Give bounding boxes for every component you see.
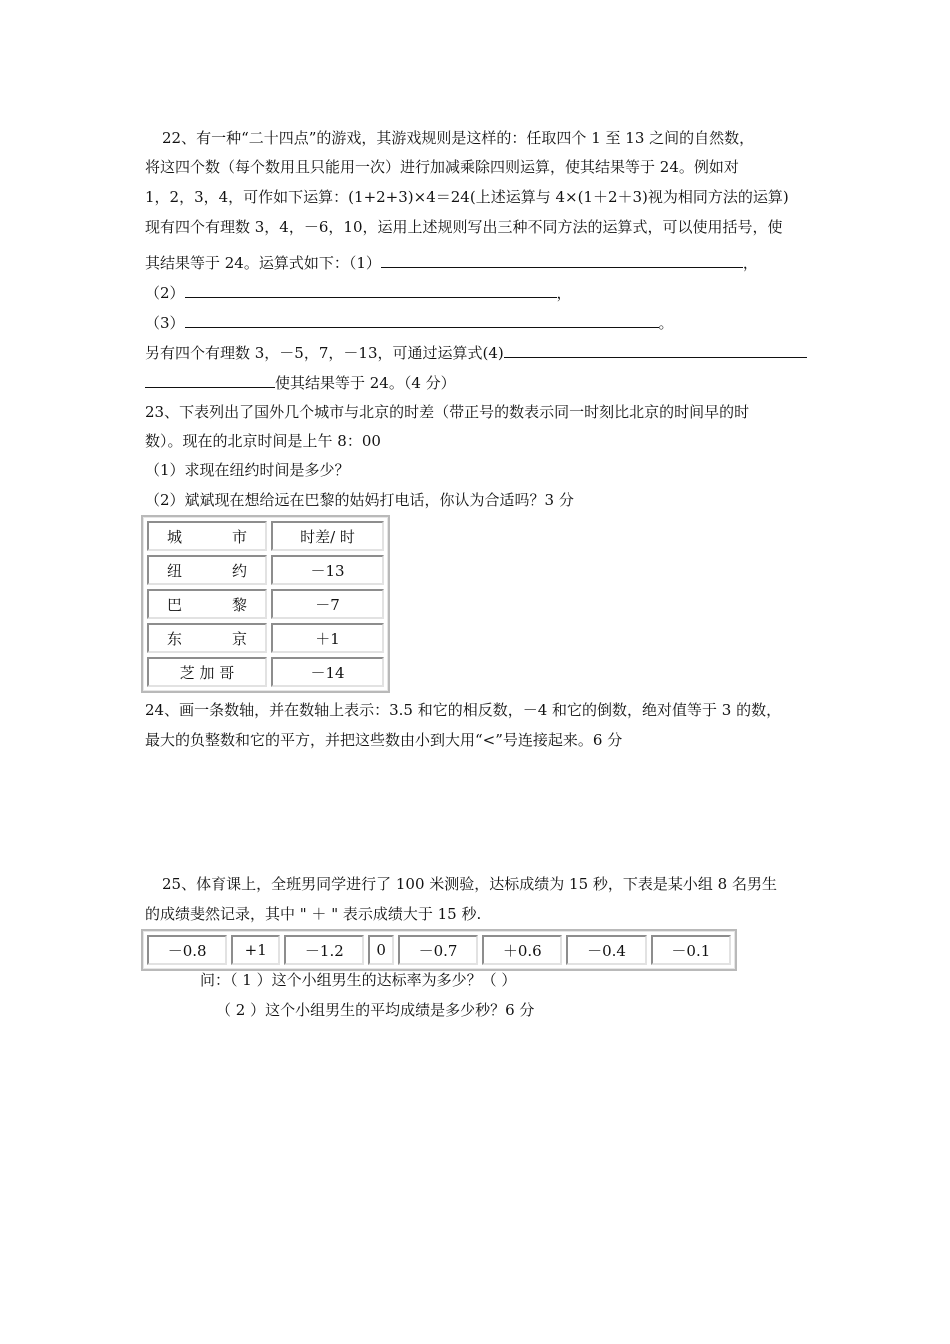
q22-line-4: 现有四个有理数 3，4，－6，10，运用上述规则写出三种不同方法的运算式，可以使用括号，使 bbox=[145, 218, 783, 236]
diff-cell: －7 bbox=[271, 589, 384, 619]
q23-line-2: 数）。现在的北京时间是上午 8：00 bbox=[145, 432, 381, 450]
q24-line-1: 24、画一条数轴，并在数轴上表示：3.5 和它的相反数，－4 和它的倒数，绝对值等于 3 的数， bbox=[145, 701, 782, 719]
table-row bbox=[147, 589, 384, 619]
city-char: 约 bbox=[231, 561, 247, 580]
diff-cell: ＋1 bbox=[271, 623, 384, 653]
q22-answer-4-label: 另有四个有理数 3，－5，7，－13，可通过运算式(4) bbox=[145, 344, 504, 362]
header-city-char-1: 城 bbox=[167, 527, 183, 546]
diff-cell: －13 bbox=[271, 555, 384, 585]
table-header-row bbox=[147, 521, 384, 551]
q22-answer-1-label: 其结果等于 24。运算式如下：（1） bbox=[145, 254, 381, 272]
city-char: 东 bbox=[167, 629, 183, 648]
q22-line-8 bbox=[145, 342, 807, 363]
table-row bbox=[147, 623, 384, 653]
q22-line-3: 1，2，3，4，可作如下运算：(1+2+3)×4＝24(上述运算与 4×(1＋2＋3)视为相同方法的运算) bbox=[145, 188, 789, 206]
city-cell bbox=[147, 589, 267, 619]
score-cell: －1.2 bbox=[284, 935, 364, 965]
table-row bbox=[147, 657, 384, 687]
q22-line-9 bbox=[145, 372, 456, 393]
city-char: 纽 bbox=[167, 561, 183, 580]
score-cell: 0 bbox=[368, 935, 393, 965]
scores-row bbox=[147, 935, 731, 965]
q23-line-1: 23、下表列出了国外几个城市与北京的时差（带正号的数表示同一时刻比北京的时间早的时 bbox=[145, 403, 750, 421]
header-diff: 时差/ 时 bbox=[271, 521, 384, 551]
q22-line-5 bbox=[145, 252, 758, 273]
city-cell bbox=[147, 555, 267, 585]
score-cell: ＋0.6 bbox=[482, 935, 562, 965]
q25-line-1: 25、体育课上，全班男同学进行了 100 米测验，达标成绩为 15 秒，下表是某小组 8 名男生 bbox=[162, 875, 777, 893]
answer-blank-2[interactable] bbox=[185, 282, 557, 298]
q22-answer-2-label: （2） bbox=[145, 284, 185, 302]
answer-blank-1[interactable] bbox=[381, 252, 743, 268]
header-city bbox=[147, 521, 267, 551]
city-char: 巴 bbox=[167, 595, 183, 614]
q25-sub-1: 问：（ 1 ）这个小组男生的达标率为多少？（ ） bbox=[200, 971, 517, 989]
score-cell: －0.1 bbox=[651, 935, 731, 965]
answer-blank-4a[interactable] bbox=[504, 342, 807, 358]
timezone-table bbox=[141, 515, 390, 693]
period: 。 bbox=[658, 314, 674, 332]
q25-line-2: 的成绩斐然记录，其中 " ＋ " 表示成绩大于 15 秒. bbox=[145, 905, 482, 923]
answer-blank-3[interactable] bbox=[185, 312, 659, 328]
diff-cell: －14 bbox=[271, 657, 384, 687]
q22-line-6 bbox=[145, 282, 572, 303]
q23-sub-2: （2）斌斌现在想给远在巴黎的姑妈打电话，你认为合适吗？3 分 bbox=[145, 491, 574, 509]
comma: ， bbox=[742, 254, 758, 272]
score-cell: +1 bbox=[231, 935, 280, 965]
q22-line-9-text: 使其结果等于 24。（4 分） bbox=[275, 374, 456, 392]
comma: ， bbox=[556, 284, 572, 302]
score-cell: －0.4 bbox=[566, 935, 646, 965]
table-row bbox=[147, 555, 384, 585]
q22-line-2: 将这四个数（每个数用且只能用一次）进行加减乘除四则运算，使其结果等于 24。例如对 bbox=[145, 158, 739, 176]
score-cell: －0.7 bbox=[398, 935, 478, 965]
city-cell: 芝 加 哥 bbox=[147, 657, 267, 687]
scores-table bbox=[141, 929, 737, 971]
q25-sub-2: （ 2 ）这个小组男生的平均成绩是多少秒？6 分 bbox=[216, 1001, 535, 1019]
q22-line-1: 22、有一种“二十四点”的游戏，其游戏规则是这样的：任取四个 1 至 13 之间的自然数， bbox=[162, 129, 755, 147]
city-char: 京 bbox=[231, 629, 247, 648]
city-char: 黎 bbox=[231, 595, 247, 614]
answer-blank-4b[interactable] bbox=[145, 372, 275, 388]
score-cell: －0.8 bbox=[147, 935, 227, 965]
q24-line-2: 最大的负整数和它的平方，并把这些数由小到大用“<”号连接起来。6 分 bbox=[145, 731, 623, 749]
header-city-char-2: 市 bbox=[231, 527, 247, 546]
city-cell bbox=[147, 623, 267, 653]
q23-sub-1: （1）求现在纽约时间是多少？ bbox=[145, 461, 350, 479]
q22-answer-3-label: （3） bbox=[145, 314, 185, 332]
q22-line-7 bbox=[145, 312, 674, 333]
